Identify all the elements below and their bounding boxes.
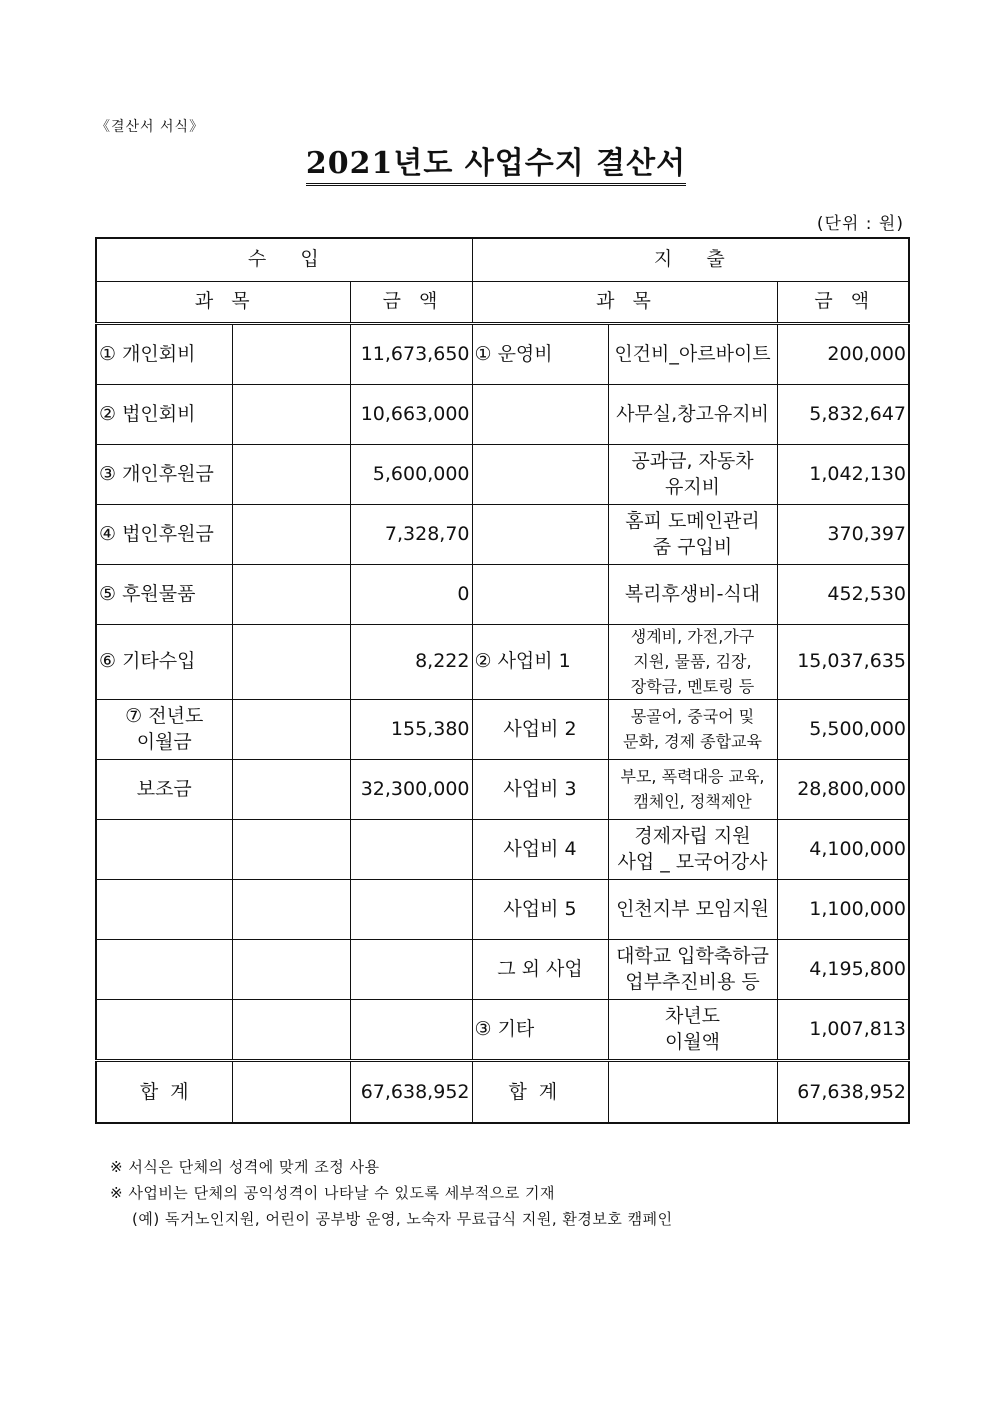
income-amount-cell: 32,300,000 (350, 760, 472, 820)
income-item-cell (96, 1000, 232, 1061)
expense-amount-cell: 5,500,000 (777, 700, 909, 760)
table-row (96, 445, 909, 505)
income-amount-cell (350, 820, 472, 880)
income-subitem-cell (232, 940, 350, 1000)
income-subitem-cell (232, 1000, 350, 1061)
expense-category-cell (472, 445, 608, 505)
income-item-cell (96, 820, 232, 880)
header-row-sections (96, 238, 909, 282)
table-row (96, 505, 909, 565)
expense-amount-cell: 370,397 (777, 505, 909, 565)
expense-amount-cell: 5,832,647 (777, 385, 909, 445)
expense-detail-cell: 부모, 폭력대응 교육, 캠체인, 정책제안 (608, 760, 777, 820)
income-item-cell: ④ 법인후원금 (96, 505, 232, 565)
expense-total-amount: 67,638,952 (777, 1061, 909, 1124)
expense-amount-cell: 4,195,800 (777, 940, 909, 1000)
income-amount-cell: 11,673,650 (350, 324, 472, 385)
expense-detail-cell: 공과금, 자동차 유지비 (608, 445, 777, 505)
expense-amount-cell: 1,007,813 (777, 1000, 909, 1061)
header-row-columns (96, 282, 909, 324)
expense-amount-cell: 4,100,000 (777, 820, 909, 880)
document-title-text: 2021년도 사업수지 결산서 (306, 146, 686, 186)
income-subitem-cell (232, 324, 350, 385)
expense-category-cell: ② 사업비 1 (472, 625, 608, 700)
expense-item-header: 과 목 (472, 282, 777, 324)
income-item-cell (96, 940, 232, 1000)
table-row (96, 324, 909, 385)
table-row (96, 880, 909, 940)
income-amount-cell (350, 940, 472, 1000)
income-item-cell: ⑥ 기타수입 (96, 625, 232, 700)
income-amount-cell: 0 (350, 565, 472, 625)
income-item-cell (96, 880, 232, 940)
income-item-cell: ① 개인회비 (96, 324, 232, 385)
income-amount-cell (350, 1000, 472, 1061)
income-total-amount: 67,638,952 (350, 1061, 472, 1124)
expense-category-cell: ③ 기타 (472, 1000, 608, 1061)
income-item-header: 과 목 (96, 282, 350, 324)
note-3: (예) 독거노인지원, 어린이 공부방 운영, 노숙자 무료급식 지원, 환경보호 캠페인 (132, 1210, 673, 1228)
income-amount-header: 금 액 (350, 282, 472, 324)
expense-category-cell: 사업비 2 (472, 700, 608, 760)
income-amount-cell (350, 880, 472, 940)
expense-detail-cell: 차년도 이월액 (608, 1000, 777, 1061)
expense-detail-cell: 생계비, 가전,가구 지원, 물품, 김장, 장학금, 멘토링 등 (608, 625, 777, 700)
income-amount-cell: 5,600,000 (350, 445, 472, 505)
document-title (0, 138, 992, 182)
income-header (96, 238, 472, 282)
income-total-blank (232, 1061, 350, 1124)
expense-category-cell: 사업비 4 (472, 820, 608, 880)
expense-total-label: 합 계 (472, 1061, 608, 1124)
income-item-cell: ⑦ 전년도 이월금 (96, 700, 232, 760)
income-total-label: 합 계 (96, 1061, 232, 1124)
table-row (96, 700, 909, 760)
table-row (96, 565, 909, 625)
expense-amount-cell: 15,037,635 (777, 625, 909, 700)
income-item-cell: ③ 개인후원금 (96, 445, 232, 505)
income-subitem-cell (232, 445, 350, 505)
expense-detail-cell: 대학교 입학축하금 업부추진비용 등 (608, 940, 777, 1000)
income-subitem-cell (232, 820, 350, 880)
expense-category-cell (472, 505, 608, 565)
expense-category-cell (472, 565, 608, 625)
expense-detail-cell: 홈피 도메인관리 줌 구입비 (608, 505, 777, 565)
income-subitem-cell (232, 700, 350, 760)
expense-header (472, 238, 909, 282)
settlement-table (95, 237, 910, 1124)
expense-amount-cell: 452,530 (777, 565, 909, 625)
expense-amount-cell: 1,042,130 (777, 445, 909, 505)
expense-amount-cell: 200,000 (777, 324, 909, 385)
expense-category-cell: 그 외 사업 (472, 940, 608, 1000)
income-item-cell: 보조금 (96, 760, 232, 820)
income-subitem-cell (232, 760, 350, 820)
income-header-text: 수 입 (247, 248, 321, 271)
income-amount-cell: 7,328,70 (350, 505, 472, 565)
table-row (96, 625, 909, 700)
table-row (96, 820, 909, 880)
note-2: ※ 사업비는 단체의 공익성격이 나타날 수 있도록 세부적으로 기재 (110, 1184, 555, 1202)
expense-detail-cell: 사무실,창고유지비 (608, 385, 777, 445)
expense-category-cell: 사업비 3 (472, 760, 608, 820)
income-item-cell: ⑤ 후원물품 (96, 565, 232, 625)
form-label: 《결산서 서식》 (96, 119, 205, 135)
income-item-cell: ② 법인회비 (96, 385, 232, 445)
expense-category-cell: 사업비 5 (472, 880, 608, 940)
table-row (96, 1000, 909, 1061)
unit-label: (단위 : 원) (816, 214, 904, 234)
table-row (96, 940, 909, 1000)
income-amount-cell: 10,663,000 (350, 385, 472, 445)
income-amount-cell: 155,380 (350, 700, 472, 760)
expense-category-cell (472, 385, 608, 445)
income-subitem-cell (232, 385, 350, 445)
expense-detail-cell: 복리후생비-식대 (608, 565, 777, 625)
expense-amount-header: 금 액 (777, 282, 909, 324)
expense-category-cell: ① 운영비 (472, 324, 608, 385)
income-subitem-cell (232, 505, 350, 565)
notes (110, 1154, 673, 1232)
expense-amount-cell: 28,800,000 (777, 760, 909, 820)
table-row (96, 385, 909, 445)
expense-detail-cell: 인천지부 모임지원 (608, 880, 777, 940)
income-subitem-cell (232, 880, 350, 940)
expense-amount-cell: 1,100,000 (777, 880, 909, 940)
expense-detail-cell: 인건비_아르바이트 (608, 324, 777, 385)
income-subitem-cell (232, 565, 350, 625)
expense-detail-cell: 몽골어, 중국어 및 문화, 경제 종합교육 (608, 700, 777, 760)
table-row (96, 760, 909, 820)
note-1: ※ 서식은 단체의 성격에 맞게 조정 사용 (110, 1158, 380, 1176)
expense-total-blank (608, 1061, 777, 1124)
income-amount-cell: 8,222 (350, 625, 472, 700)
expense-header-text: 지 출 (653, 248, 727, 271)
income-subitem-cell (232, 625, 350, 700)
expense-detail-cell: 경제자립 지원 사업 _ 모국어강사 (608, 820, 777, 880)
total-row (96, 1061, 909, 1124)
